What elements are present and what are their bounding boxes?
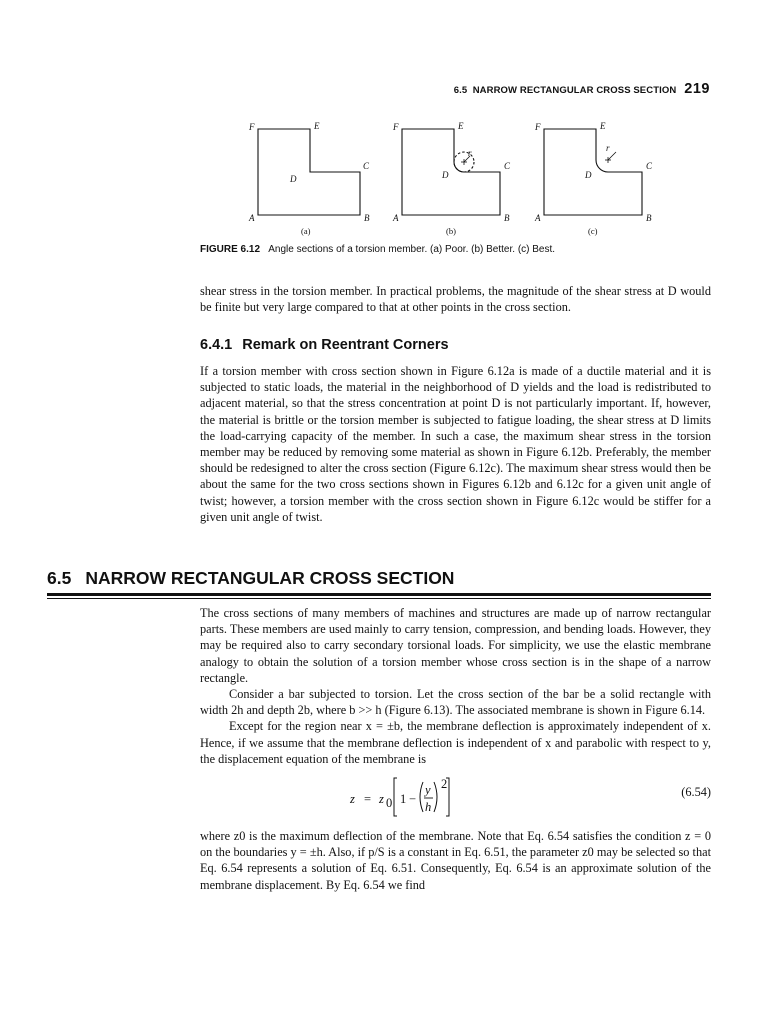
equation-number: (6.54) <box>681 785 711 799</box>
right-paren <box>434 782 437 812</box>
panel-a-label-C: C <box>363 161 370 171</box>
paragraph-text: The cross sections of many members of machines and structures are made up of narrow rectangular parts. These members are used mainly to carry tension, compression, and bending loads. However, they may be required also to carry secondary torsional loads. For simplicity, we use the elastic membrane analogy to obtain the solution of a torsion member whose cross section is in the shape of a narrow rectangle. <box>200 606 711 685</box>
panel-b-label-A: A <box>393 213 399 223</box>
panel-c-label-r: r <box>606 143 610 153</box>
panel-b-outline <box>402 129 500 215</box>
paragraph-text: shear stress in the torsion member. In practical problems, the magnitude of the shear stress at D would be finite but very large compared to that at other points in the cross section. <box>200 284 711 315</box>
section-heading <box>47 568 454 589</box>
eq-power: 2 <box>441 777 448 791</box>
subsection-title: Remark on Reentrant Corners <box>242 337 449 353</box>
running-head-section: 6.5 <box>453 85 468 96</box>
running-head <box>454 81 710 97</box>
panel-b-label-C: C <box>504 161 511 171</box>
equation-6-54 <box>200 770 711 830</box>
panel-c-label-F: F <box>535 122 541 132</box>
paragraph-text: where z0 is the maximum deflection of the membrane. Note that Eq. 6.54 satisfies the condition z = 0 on the boundaries y = ±h. Also, if p/S is a constant in Eq. 6.51, the parameter z0 may be selected so that Eq. 6.54 represents a solution of Eq. 6.51. Consequently, Eq. 6.54 is an approximate solution of the membrane displacement. By Eq. 6.54 we find <box>200 829 711 892</box>
figure-caption-text: Angle sections of a torsion member. (a) Poor. (b) Better. (c) Best. <box>268 244 556 255</box>
left-paren <box>420 782 423 812</box>
eq-coef-sub: 0 <box>386 796 393 810</box>
panel-c-label-C: C <box>646 161 653 171</box>
subsection-number: 6.4.1 <box>200 337 233 353</box>
running-head-title: NARROW RECTANGULAR CROSS SECTION <box>472 85 677 96</box>
panel-a-label-F: F <box>249 122 255 132</box>
left-bracket <box>394 778 397 816</box>
eq-one: 1 <box>400 792 407 806</box>
paragraph-text: Consider a bar subjected to torsion. Let the cross section of the bar be a solid rectangle with width 2h and depth 2b, where b >> h (Figure 6.13). The associated membrane is shown in Figure 6.14. <box>200 687 711 718</box>
panel-b-label-r: r <box>468 148 472 158</box>
panel-c-outline <box>544 129 642 215</box>
panel-b-label-D: D <box>442 170 449 180</box>
equation-formula <box>348 770 498 830</box>
paragraph-reentrant-corners <box>200 363 711 525</box>
eq-equals: = <box>364 792 372 806</box>
panel-b-sublabel: (b) <box>446 226 456 236</box>
paragraph-text: If a torsion member with cross section shown in Figure 6.12a is made of a ductile material and it is subjected to static loads, the material in the neighborhood of D yields and the load is redistributed to adjacent material, so that the stress concentration at point D is not particularly important. If, however, the material is brittle or the torsion member is subjected to fatigue loading, the shear stress at D limits the load-carrying capacity of the member. In such a case, the maximum shear stress in the torsion member may be reduced by removing some material as shown in Figure 6.12b. Preferably, the member should be redesigned to alter the cross section (Figure 6.12c). The maximum shear stress would then be about the same for the two cross sections shown in Figures 6.12b and 6.12c for a given unit angle of twist; however, a torsion member with the cross section shown in Figure 6.12c would be stiffer for a given unit angle of twist. <box>200 364 711 524</box>
paragraph-text: Except for the region near x = ±b, the membrane deflection is approximately independent of x. Hence, if we assume that the membrane deflection is independent of x and parabolic with respect to y, the displacement equation of the membrane is <box>200 719 711 766</box>
subsection-heading <box>200 337 449 353</box>
figure-caption <box>200 244 710 255</box>
panel-c-label-B: B <box>646 213 652 223</box>
panel-a-label-B: B <box>364 213 370 223</box>
eq-coef: z <box>379 792 384 806</box>
panel-c-label-D: D <box>585 170 592 180</box>
panel-b-label-B: B <box>504 213 510 223</box>
figure-angle-sections <box>240 112 670 244</box>
section-number: 6.5 <box>47 568 72 588</box>
panel-b-label-F: F <box>393 122 399 132</box>
panel-a-label-D: D <box>290 174 297 184</box>
panel-c-label-A: A <box>535 213 541 223</box>
panel-a-outline <box>258 129 360 215</box>
panel-a-label-E: E <box>314 121 320 131</box>
figure-caption-label: FIGURE 6.12 <box>200 244 261 255</box>
section-body <box>200 605 711 767</box>
paragraph-continuation <box>200 283 711 315</box>
section-rule-thin <box>47 598 711 599</box>
eq-minus: − <box>409 792 417 806</box>
section-title: NARROW RECTANGULAR CROSS SECTION <box>85 568 455 588</box>
paragraph-after-equation <box>200 828 711 893</box>
eq-num: y <box>425 783 431 797</box>
panel-a-label-A: A <box>249 213 255 223</box>
panel-b-label-E: E <box>458 121 464 131</box>
page-number: 219 <box>684 81 710 97</box>
radius-center-marks <box>461 157 611 165</box>
section-rule-thick <box>47 593 711 596</box>
panel-c-label-E: E <box>600 121 606 131</box>
panel-c-radius-line <box>608 152 616 160</box>
eq-lhs: z <box>350 792 355 806</box>
panel-c-sublabel: (c) <box>588 226 598 236</box>
panel-a-sublabel: (a) <box>301 226 311 236</box>
eq-den: h <box>425 800 432 814</box>
